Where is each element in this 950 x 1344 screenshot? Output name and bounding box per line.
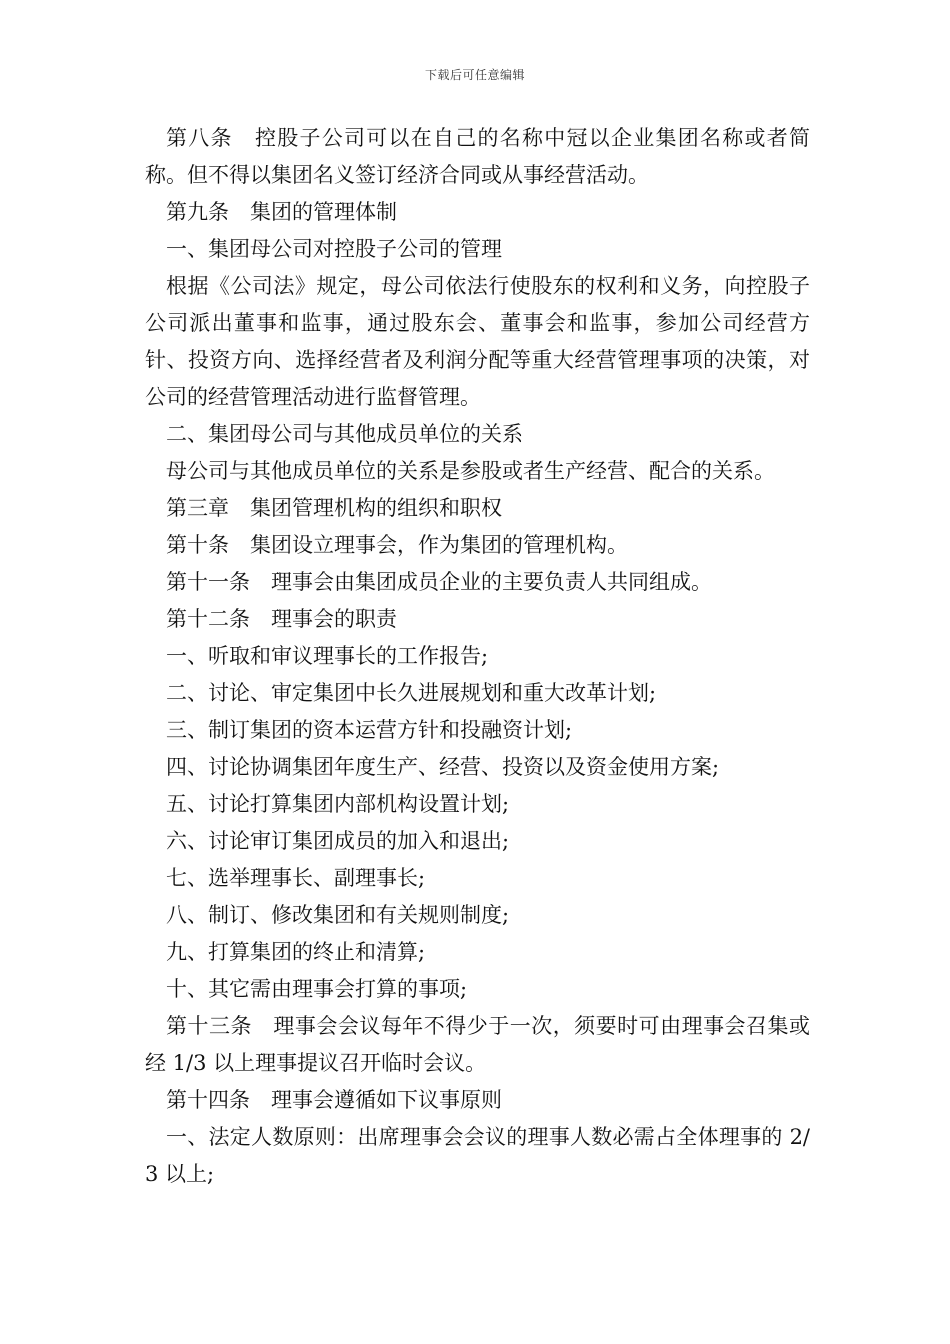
list-item: 四、讨论协调集团年度生产、经营、投资以及资金使用方案; <box>166 755 720 779</box>
paragraph: 第八条 控股子公司可以在自己的名称中冠以企业集团名称或者简称。但不得以集团名义签订经济合同或从事经营活动。 <box>145 126 810 187</box>
list-item: 十、其它需由理事会打算的事项; <box>166 977 468 1001</box>
paragraph: 根据《公司法》规定，母公司依法行使股东的权利和义务，向控股子公司派出董事和监事，通过股东会、董事会和监事，参加公司经营方针、投资方向、选择经营者及利润分配等重大经营管理事项的决策，对公司的经营管理活动进行监督管理。 <box>145 274 810 409</box>
paragraph: 第九条 集团的管理体制 <box>166 200 397 224</box>
list-item: 七、选举理事长、副理事长; <box>166 866 426 890</box>
list-item: 六、讨论审订集团成员的加入和退出; <box>166 829 510 853</box>
paragraph: 第三章 集团管理机构的组织和职权 <box>166 496 502 520</box>
list-item: 八、制订、修改集团和有关规则制度; <box>166 903 510 927</box>
list-item: 二、讨论、审定集团中长久进展规划和重大改革计划; <box>166 681 657 705</box>
list-item: 九、打算集团的终止和清算; <box>166 940 426 964</box>
list-item: 三、制订集团的资本运营方针和投融资计划; <box>166 718 573 742</box>
paragraph: 一、集团母公司对控股子公司的管理 <box>166 237 502 261</box>
paragraph: 第十一条 理事会由集团成员企业的主要负责人共同组成。 <box>166 570 712 594</box>
page-header: 下载后可任意编辑 <box>424 68 525 82</box>
paragraph: 第十三条 理事会会议每年不得少于一次，须要时可由理事会召集或经 1/3 以上理事提议召开临时会议。 <box>145 1014 810 1075</box>
paragraph: 第十二条 理事会的职责 <box>166 607 397 631</box>
list-item: 一、法定人数原则：出席理事会会议的理事人数必需占全体理事的 2/3 以上; <box>145 1125 810 1186</box>
list-item: 五、讨论打算集团内部机构设置计划; <box>166 792 510 816</box>
paragraph: 第十条 集团设立理事会，作为集团的管理机构。 <box>166 533 628 557</box>
list-item: 一、听取和审议理事长的工作报告; <box>166 644 489 668</box>
paragraph: 第十四条 理事会遵循如下议事原则 <box>166 1088 502 1112</box>
document-body <box>145 120 810 1193</box>
paragraph: 二、集团母公司与其他成员单位的关系 <box>166 422 523 446</box>
paragraph: 母公司与其他成员单位的关系是参股或者生产经营、配合的关系。 <box>166 459 775 483</box>
